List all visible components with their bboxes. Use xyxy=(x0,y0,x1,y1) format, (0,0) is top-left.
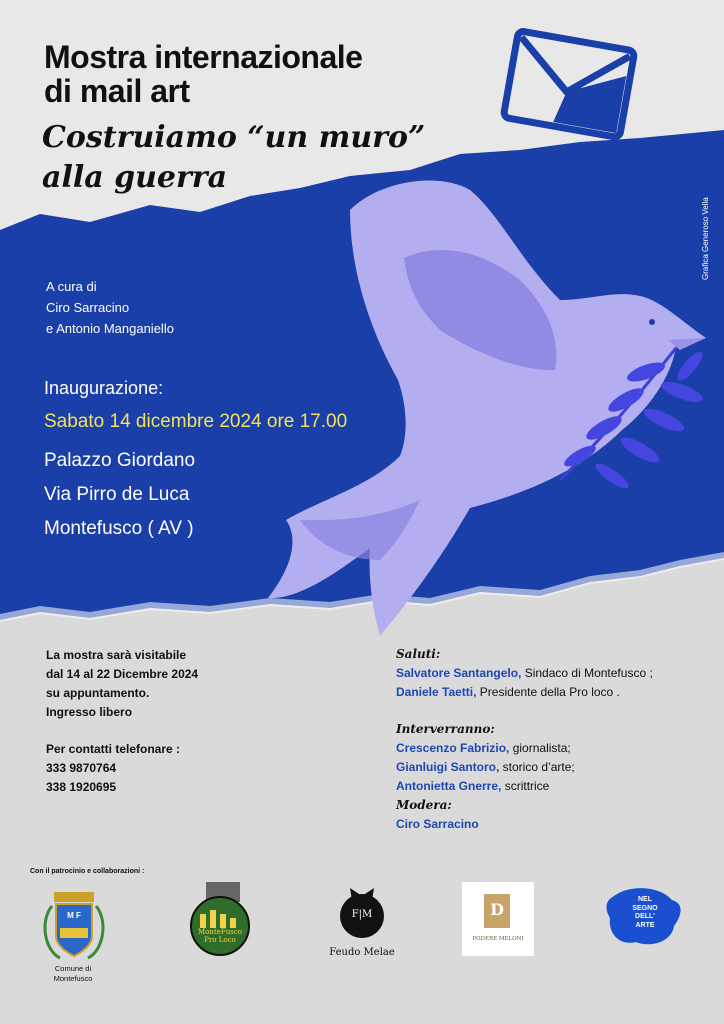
envelope-icon xyxy=(503,31,634,138)
exhibition-subtitle xyxy=(42,118,425,198)
opening-date: Sabato 14 dicembre 2024 ore 17.00 xyxy=(44,411,348,432)
program-block: Saluti: Salvatore Santangelo, Sindaco di Montefusco ; Daniele Taetti, Presidente della Pro loco . Interverranno: Crescenzo Fabrizio, giornalista; Gianluigi Santoro, storico d’arte; Antonietta Gnerre, scrittrice Modera: Ciro Sarracino xyxy=(396,645,653,834)
moderator-name: Ciro Sarracino xyxy=(396,817,479,831)
opening-label: Inaugurazione: xyxy=(44,378,164,398)
curator-name-2: e Antonio Manganiello xyxy=(46,321,174,336)
curator-name-1: Ciro Sarracino xyxy=(46,300,130,315)
title-line-2: di mail art xyxy=(44,73,190,109)
curators-label: A cura di xyxy=(46,279,97,294)
curators-block xyxy=(46,276,174,339)
sponsors-label: Con il patrocinio e collaborazioni : xyxy=(30,868,145,875)
speakers-label: Interverranno: xyxy=(396,722,495,736)
phone-number-1: 333 9870764 xyxy=(46,761,117,775)
contacts-block xyxy=(46,740,180,797)
title-line-1: Mostra internazionale xyxy=(44,39,363,75)
segno-label: NEL SEGNO DELL' ARTE xyxy=(632,896,658,929)
venue-street: Via Pirro de Luca xyxy=(44,484,190,505)
subtitle-line-2: alla guerra xyxy=(42,160,228,195)
visit-info: La mostra sarà visitabile dal 14 al 22 Dicembre 2024 su appuntamento. Ingresso libero xyxy=(46,648,199,719)
podere-name: PODERE MELONI xyxy=(472,936,524,942)
venue-block xyxy=(44,444,195,546)
moderator-label: Modera: xyxy=(396,798,452,812)
comune-label: Comune di Montefusco xyxy=(53,964,93,983)
contacts-label: Per contatti telefonare : xyxy=(46,742,181,756)
comune-shield-letters: M F xyxy=(67,911,81,920)
podere-meloni-logo xyxy=(462,882,534,956)
proloco-label: MonteFusco Pro Loco xyxy=(198,928,242,944)
venue-name: Palazzo Giordano xyxy=(44,450,196,471)
subtitle-line-1: Costruiamo “un muro” xyxy=(42,120,426,155)
venue-town: Montefusco ( AV ) xyxy=(44,518,194,539)
graphic-credit: Grafica Generoso Vella xyxy=(701,197,710,280)
feudo-monogram: F|M xyxy=(351,909,373,920)
greetings-label: Saluti: xyxy=(396,647,441,661)
phone-number-2: 338 1920695 xyxy=(46,780,117,794)
feudo-name: Feudo Melae xyxy=(329,947,395,958)
podere-monogram: D xyxy=(490,900,504,919)
exhibition-title xyxy=(44,40,362,108)
